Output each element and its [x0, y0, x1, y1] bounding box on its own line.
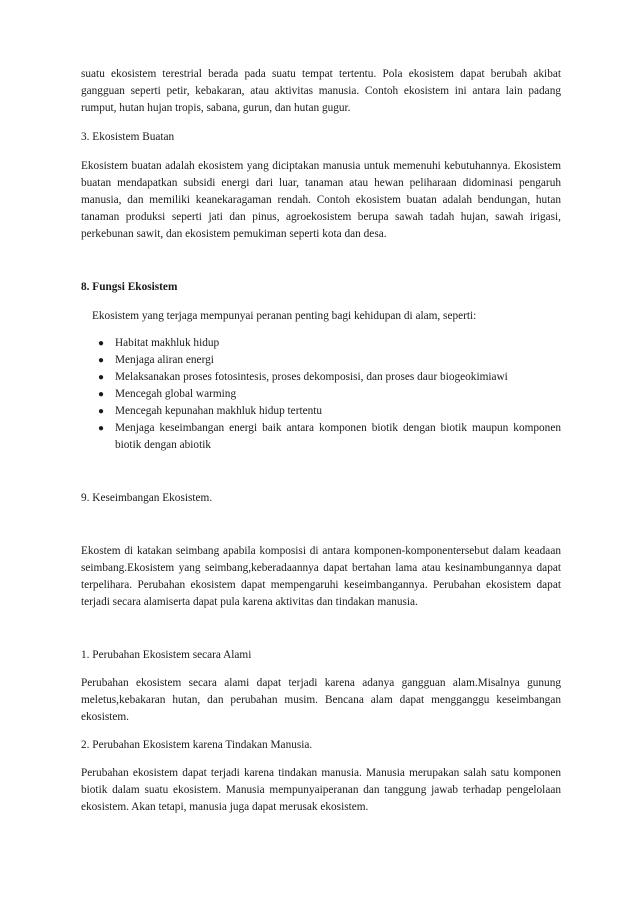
document-page: [81, 66, 561, 816]
list-item-text: Mencegah global warming: [115, 388, 237, 400]
fungsi-list: [81, 335, 561, 454]
bullet-icon: ●: [98, 389, 105, 400]
list-item-text: Mencegah kepunahan makhluk hidup tertentu: [115, 405, 323, 417]
list-item: [81, 352, 561, 369]
list-item: [81, 386, 561, 403]
list-item-text: Melaksanakan proses fotosintesis, proses dekomposisi, dan proses daur biogeokimiawi: [115, 371, 508, 383]
heading-perubahan-manusia: 2. Perubahan Ekosistem karena Tindakan Manusia.: [81, 739, 313, 751]
list-item: [81, 369, 561, 386]
heading-perubahan-alami: 1. Perubahan Ekosistem secara Alami: [81, 649, 252, 661]
paragraph-perubahan-alami: Perubahan ekosistem secara alami dapat terjadi karena adanya gangguan alam.Misalnya gunung meletus,kebakaran hutan, dan perubahan musim. Bencana alam dapat mengganggu keseimbangan ekosistem.: [81, 677, 561, 723]
heading-fungsi-ekosistem: 8. Fungsi Ekosistem: [81, 281, 178, 293]
paragraph-terestrial: suatu ekosistem terestrial berada pada suatu tempat tertentu. Pola ekosistem dapat berubah akibat gangguan seperti petir, kebakaran, atau aktivitas manusia. Contoh ekosistem ini antara lain padang rumput, hutan hujan tropis, sabana, gurun, dan hutan gugur.: [81, 68, 561, 114]
list-item-text: Menjaga keseimbangan energi baik antara komponen biotik dengan biotik maupun komponen biotik dengan abiotik: [115, 422, 561, 451]
bullet-icon: ●: [98, 338, 105, 349]
list-item: [81, 403, 561, 420]
paragraph-keseimbangan: Ekostem di katakan seimbang apabila komposisi di antara komponen-komponentersebut dalam keadaan seimbang.Ekosistem yang seimbang,keberadaannya dapat bertahan lama atau kesinambungannya dapat terpelihara. Perubahan ekosistem dapat mempengaruhi keseimbangannya. Perubahan ekosistem dapat terjadi secara alamiserta dapat pula karena aktivitas dan tindakan manusia.: [81, 545, 561, 608]
bullet-icon: ●: [98, 406, 105, 417]
heading-keseimbangan-ekosistem: 9. Keseimbangan Ekosistem.: [81, 492, 213, 504]
list-item-text: Menjaga aliran energi: [115, 354, 214, 366]
paragraph-ekosistem-buatan: Ekosistem buatan adalah ekosistem yang diciptakan manusia untuk memenuhi kebutuhannya. Ekosistem buatan mendapatkan subsidi energi dari luar, tanaman atau hewan peliharaan didominasi pengaruh manusia, dan memiliki keanekaragaman rendah. Contoh ekosistem buatan adalah bendungan, hutan tanaman produksi seperti jati dan pinus, agroekosistem berupa sawah tadah hujan, sawah irigasi, perkebunan sawit, dan ekosistem pemukiman seperti kota dan desa.: [81, 160, 561, 240]
paragraph-perubahan-manusia: Perubahan ekosistem dapat terjadi karena tindakan manusia. Manusia merupakan salah satu komponen biotik dalam suatu ekosistem. Manusia mempunyaiperanan dan tanggung jawab terhadap pengelolaan ekosistem. Akan tetapi, manusia juga dapat merusak ekosistem.: [81, 767, 561, 813]
heading-ekosistem-buatan: 3. Ekosistem Buatan: [81, 131, 175, 143]
bullet-icon: ●: [98, 372, 105, 383]
bullet-icon: ●: [98, 423, 105, 434]
list-item-text: Habitat makhluk hidup: [115, 337, 220, 349]
paragraph-fungsi-intro: Ekosistem yang terjaga mempunyai peranan penting bagi kehidupan di alam, seperti:: [92, 310, 477, 322]
bullet-icon: ●: [98, 355, 105, 366]
list-item: [81, 420, 561, 454]
list-item: [81, 335, 561, 352]
